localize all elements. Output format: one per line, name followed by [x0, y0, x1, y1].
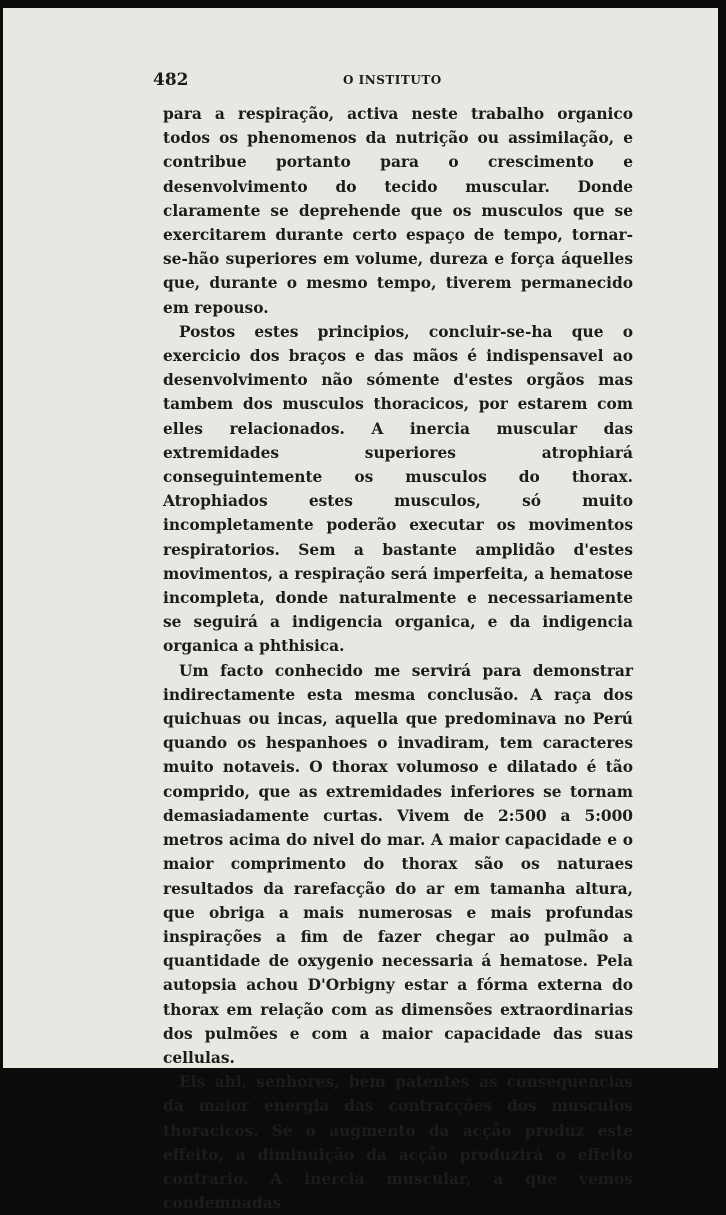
page-header [153, 70, 631, 92]
body-text [163, 102, 633, 1215]
page-number: 482 [153, 70, 189, 90]
paragraph-1: para a respiração, activa neste trabalho organico todos os phenomenos da nutrição ou assimilação, e contribue portanto para o crescimento e desenvolvimento do tecido muscular. Donde claramente se deprehende que os musculos que se exercitarem durante certo espaço de tempo, tornar-se-hão superiores em volume, dureza e força áquelles que, durante o mesmo tempo, tiverem permanecido em repouso. [163, 105, 633, 317]
paragraph-4: Eis ahi, senhores, bem patentes as consequencias da maior energia das contracções dos musculos thoracicos. Se o augmento da acção produz este effeito, a diminuição da acção produzirá o effeito contrario. A inercia muscular, a que vemos condemnadas [163, 1073, 633, 1213]
paragraph-2: Postos estes principios, concluir-se-ha que o exercicio dos braços e das mãos é indispensavel ao desenvolvimento não sómente d'estes orgãos mas tambem dos musculos thoracicos, por estarem com elles relacionados. A inercia muscular das extremidades superiores atrophiará conseguintemente os musculos do thorax. Atrophiados estes musculos, só muito incompletamente poderão executar os movimentos respiratorios. Sem a bastante amplidão d'estes movimentos, a respiração será imperfeita, a hematose incompleta, donde naturalmente e necessariamente se seguirá a indigencia organica, e da indigencia organica a phthisica. [163, 322, 633, 656]
book-page [3, 8, 718, 1213]
running-title: O INSTITUTO [343, 73, 442, 87]
paragraph-3: Um facto conhecido me servirá para demonstrar indirectamente esta mesma conclusão. A raça dos quichuas ou incas, aquella que predominava no Perú quando os hespanhoes o invadiram, tem caracteres muito notaveis. O thorax volumoso e dilatado é tão comprido, que as extremidades inferiores se tornam demasiadamente curtas. Vivem de 2:500 a 5:000 metros acima do nivel do mar. A maior capacidade e o maior comprimento do thorax são os naturaes resultados da rarefacção do ar em tamanha altura, que obriga a mais numerosas e mais profundas inspirações a fim de fazer chegar ao pulmão a quantidade de oxygenio necessaria á hematose. Pela autopsia achou D'Orbigny estar a fórma externa do thorax em relação com as dimensões extraordinarias dos pulmões e com a maior capacidade das suas cellulas. [163, 661, 633, 1067]
